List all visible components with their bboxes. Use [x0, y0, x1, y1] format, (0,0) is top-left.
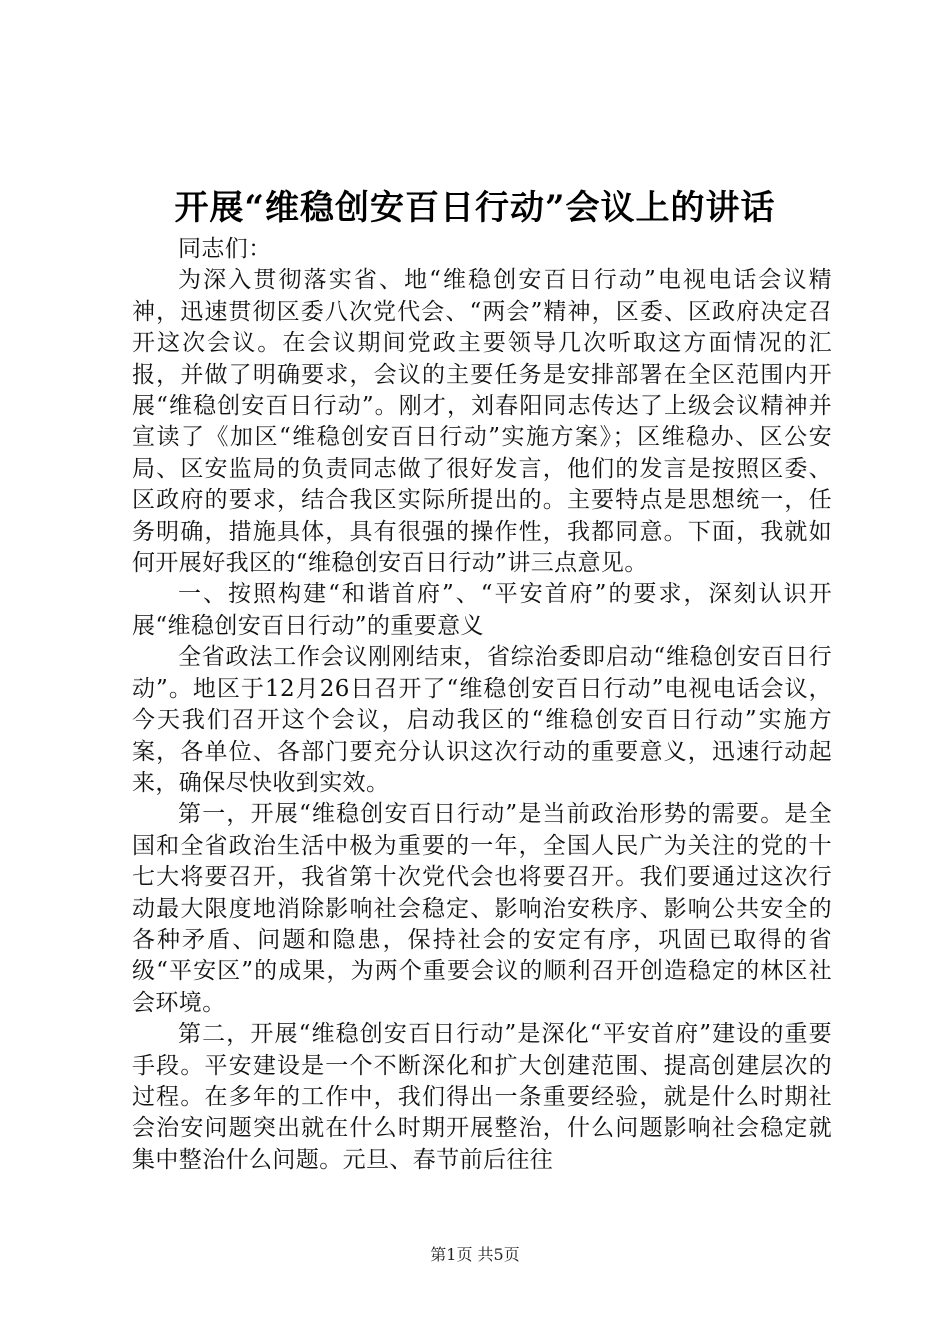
document-body: [132, 234, 832, 1176]
intro-paragraph: 为深入贯彻落实省、地“维稳创安百日行动”电视电话会议精神，迅速贯彻区委八次党代会、“两会”精神，区委、区政府决定召开这次会议。在会议期间党政主要领导几次听取这方面情况的汇报，并做了明确要求，会议的主要任务是安排部署在全区范围内开展“维稳创安百日行动”。刚才，刘春阳同志传达了上级会议精神并宣读了《加区“维稳创安百日行动”实施方案》；区维稳办、区公安局、区安监局的负责同志做了很好发言，他们的发言是按照区委、区政府的要求，结合我区实际所提出的。主要特点是思想统一，任务明确，措施具体，具有很强的操作性，我都同意。下面，我就如何开展好我区的“维稳创安百日行动”讲三点意见。: [132, 267, 832, 577]
point-two-paragraph: 第二，开展“维稳创安百日行动”是深化“平安首府”建设的重要手段。平安建设是一个不断深化和扩大创建范围、提高创建层次的过程。在多年的工作中，我们得出一条重要经验，就是什么时期社会治安问题突出就在什么时期开展整治，什么问题影响社会稳定就集中整治什么问题。元旦、春节前后往往: [132, 1021, 832, 1173]
point-one-paragraph: 第一，开展“维稳创安百日行动”是当前政治形势的需要。是全国和全省政治生活中极为重要的一年，全国人民广为关注的党的十七大将要召开，我省第十次党代会也将要召开。我们要通过这次行动最大限度地消除影响社会稳定、影响治安秩序、影响公共安全的各种矛盾、问题和隐患，保持社会的安定有序，巩固已取得的省级“平安区”的成果，为两个重要会议的顺利召开创造稳定的林区社会环境。: [132, 801, 832, 1016]
body-paragraph: 全省政法工作会议刚刚结束，省综治委即启动“维稳创安百日行动”。地区于12月26日召开了“维稳创安百日行动”电视电话会议，今天我们召开这个会议，启动我区的“维稳创安百日行动”实施方案，各单位、各部门要充分认识这次行动的重要意义，迅速行动起来，确保尽快收到实效。: [132, 644, 832, 796]
salutation-paragraph: 同志们：: [178, 236, 272, 262]
document-title: 开展“维稳创安百日行动”会议上的讲话: [174, 188, 776, 228]
section-heading-1: 一、按照构建“和谐首府”、“平安首府”的要求，深刻认识开展“维稳创安百日行动”的重要意义: [132, 581, 832, 639]
page-footer: 第1页 共5页: [430, 1245, 520, 1264]
